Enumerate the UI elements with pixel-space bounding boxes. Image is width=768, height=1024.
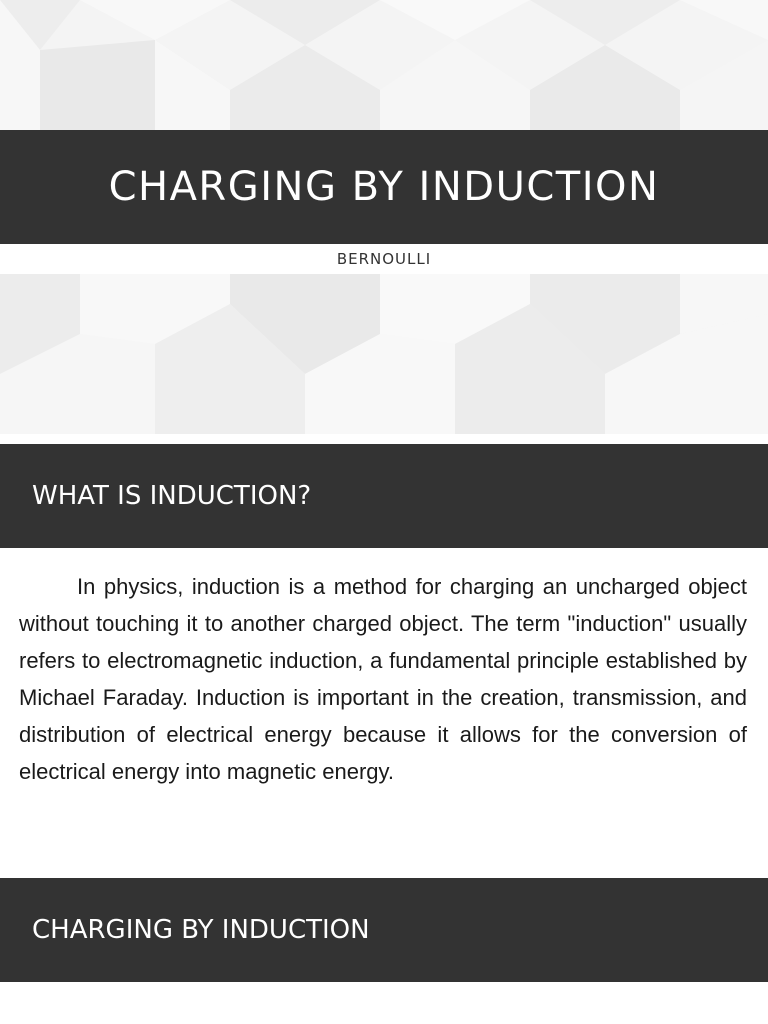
- section-header-charging-by-induction: [0, 878, 768, 982]
- section-heading: CHARGING BY INDUCTION: [32, 915, 370, 945]
- subtitle-strip: [0, 244, 768, 274]
- slide-divider: [0, 434, 768, 444]
- geometric-pattern-middle: [0, 274, 768, 434]
- induction-definition-paragraph: In physics, induction is a method for charging an uncharged object without touching it to another charged object. The term "induction" usually refers to electromagnetic induction, a fundamental principle established by Michael Faraday. Induction is important in the creation, transmission, and distribution of electrical energy because it allows for the conversion of electrical energy into magnetic energy.: [19, 574, 747, 784]
- presentation-title: CHARGING BY INDUCTION: [108, 164, 660, 210]
- hexagon-pattern-graphic: [0, 274, 768, 434]
- geometric-pattern-top: [0, 0, 768, 130]
- section-header-what-is-induction: [0, 444, 768, 548]
- hexagon-pattern-graphic: [0, 0, 768, 130]
- title-bar: [0, 130, 768, 244]
- section-heading: WHAT IS INDUCTION?: [32, 481, 312, 511]
- author-subtitle: BERNOULLI: [336, 250, 432, 268]
